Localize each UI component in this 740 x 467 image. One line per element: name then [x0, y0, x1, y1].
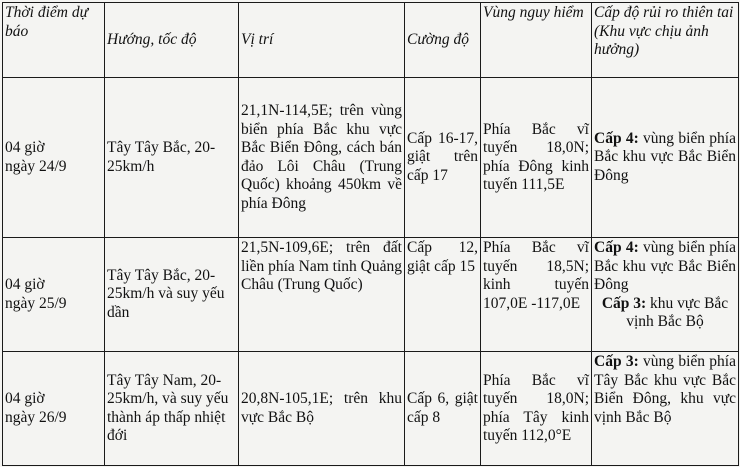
cell-danger-zone: Phía Bắc vĩ tuyến 18,5N; kinh tuyến 107,0E -117,0E: [481, 238, 592, 352]
risk-level: Cấp 3:: [594, 353, 639, 370]
cell-danger-zone: Phía Bắc vĩ tuyến 18,0N; phía Đông kinh tuyến 111,5E: [481, 78, 592, 238]
cell-danger-zone: Phía Bắc vĩ tuyến 18,0N; phía Tây kinh tuyến 112,0°E: [481, 352, 592, 466]
risk-entry: [594, 353, 736, 427]
cell-location: 21,5N-109,6E; trên đất liền phía Nam tỉnh Quảng Châu (Trung Quốc): [239, 238, 405, 352]
risk-level: Cấp 4:: [594, 129, 639, 147]
cell-intensity: Cấp 6, giật cấp 8: [405, 352, 481, 466]
cell-intensity: Cấp 16-17, giật trên cấp 17: [405, 78, 481, 238]
cell-risk: [592, 352, 739, 466]
cell-risk: [592, 238, 739, 352]
header-time: Thời điểm dự báo: [3, 3, 105, 78]
cell-time: 04 giờ ngày 25/9: [3, 238, 105, 352]
risk-area: vùng biển phía Tây Bắc khu vực Bắc Biển Đông, khu vực vịnh Bắc Bộ: [594, 353, 736, 426]
header-risk: Cấp độ rủi ro thiên tai (Khu vực chịu ảnh hưởng): [592, 3, 739, 78]
forecast-table: [2, 2, 739, 466]
risk-entry: [594, 295, 736, 332]
risk-area: vùng biển phía Bắc khu vực Bắc Biển Đông: [594, 239, 736, 293]
cell-time: 04 giờ ngày 26/9: [3, 352, 105, 466]
cell-direction: Tây Tây Bắc, 20-25km/h: [105, 78, 239, 238]
table-row: [3, 352, 739, 466]
table-row: [3, 238, 739, 352]
cell-time: 04 giờ ngày 24/9: [3, 78, 105, 238]
risk-area: vùng biển phía Bắc khu vực Bắc Biển Đông: [594, 129, 736, 184]
cell-risk: [592, 78, 739, 238]
cell-direction: Tây Tây Bắc, 20-25km/h và suy yếu dần: [105, 238, 239, 352]
risk-entry: [594, 130, 736, 186]
risk-level: Cấp 3:: [601, 294, 647, 312]
header-location: Vị trí: [239, 3, 405, 78]
risk-area: khu vực Bắc vịnh Bắc Bộ: [626, 294, 729, 330]
header-intensity: Cường độ: [405, 3, 481, 78]
table-header-row: [3, 3, 739, 78]
cell-location: 21,1N-114,5E; trên vùng biển phía Bắc khu vực Bắc Biển Đông, cách bán đảo Lôi Châu (Trung Quốc) khoảng 450km về phía Đông: [239, 78, 405, 238]
cell-location: 20,8N-105,1E; trên khu vực Bắc Bộ: [239, 352, 405, 466]
table-row: [3, 78, 739, 238]
header-direction: Hướng, tốc độ: [105, 3, 239, 78]
risk-level: Cấp 4:: [594, 239, 639, 256]
header-danger-zone: Vùng nguy hiểm: [481, 3, 592, 78]
risk-entry: [594, 239, 736, 295]
cell-direction: Tây Tây Nam, 20-25km/h, và suy yếu thành áp thấp nhiệt đới: [105, 352, 239, 466]
cell-intensity: Cấp 12, giật cấp 15: [405, 238, 481, 352]
